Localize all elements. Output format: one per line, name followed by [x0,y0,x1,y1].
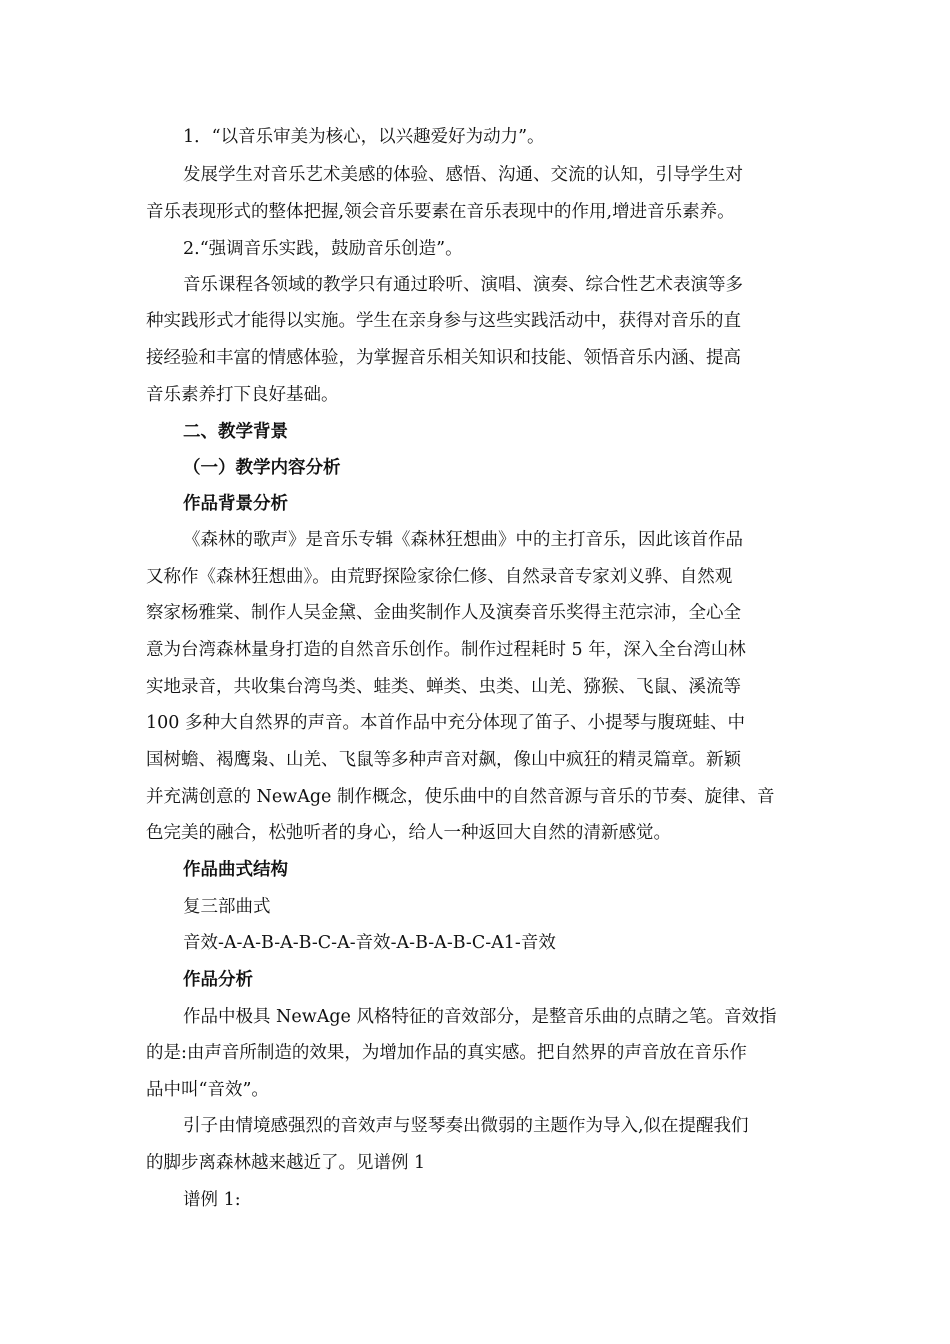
paragraph-line: 复三部曲式 [183,897,271,917]
paragraph-line: 国树蟾、褐鹰枭、山羌、飞鼠等多种声音对飙，像山中疯狂的精灵篇章。新颖 [146,750,741,770]
paragraph-line: 意为台湾森林量身打造的自然音乐创作。制作过程耗时 5 年，深入全台湾山林 [146,640,746,660]
paragraph-line: 音乐课程各领域的教学只有通过聆听、演唱、演奏、综合性艺术表演等多 [183,275,743,295]
paragraph-line: 实地录音，共收集台湾鸟类、蛙类、蝉类、虫类、山羌、猕猴、飞鼠、溪流等 [146,677,741,697]
paragraph-line: 品中叫“音效”。 [146,1080,269,1100]
paragraph-line: 种实践形式才能得以实施。学生在亲身参与这些实践活动中，获得对音乐的直 [146,311,741,331]
paragraph-line: 《森林的歌声》是音乐专辑《森林狂想曲》中的主打音乐，因此该首作品 [183,530,743,550]
paragraph-line: 色完美的融合，松弛听者的身心，给人一种返回大自然的清新感觉。 [146,823,671,843]
paragraph-line: 又称作《森林狂想曲》。由荒野探险家徐仁修、自然录音专家刘义骅、自然观 [146,567,733,587]
paragraph-line: 引子由情境感强烈的音效声与竖琴奏出微弱的主题作为导入,似在提醒我们 [183,1116,749,1136]
subheading: 作品分析 [183,970,253,990]
paragraph-line: 接经验和丰富的情感体验，为掌握音乐相关知识和技能、领悟音乐内涵、提高 [146,348,741,368]
form-structure-line: 音效-A-A-B-A-B-C-A-音效-A-B-A-B-C-A1-音效 [183,933,556,953]
section-heading: 二、教学背景 [183,422,288,442]
subsection-heading: （一）教学内容分析 [183,458,341,478]
paragraph-line: 音乐表现形式的整体把握,领会音乐要素在音乐表现中的作用,增进音乐素养。 [146,202,735,222]
paragraph-line: 的是:由声音所制造的效果，为增加作品的真实感。把自然界的声音放在音乐作 [146,1043,747,1063]
paragraph-line: 作品中极具 NewAge 风格特征的音效部分，是整音乐曲的点睛之笔。音效指 [183,1007,777,1027]
paragraph-line: 100 多种大自然界的声音。本首作品中充分体现了笛子、小提琴与腹斑蛙、中 [146,713,745,733]
paragraph-line: 音乐素养打下良好基础。 [146,385,339,405]
numbered-point-2: 2.“强调音乐实践，鼓励音乐创造”。 [183,239,463,259]
paragraph-line: 察家杨雅棠、制作人吴金黛、金曲奖制作人及演奏音乐奖得主范宗沛，全心全 [146,603,741,623]
subheading: 作品背景分析 [183,494,288,514]
numbered-point-1: 1．“以音乐审美为核心，以兴趣爱好为动力”。 [183,127,545,147]
paragraph-line: 的脚步离森林越来越近了。见谱例 1 [146,1153,426,1173]
subheading: 作品曲式结构 [183,860,288,880]
paragraph-line: 发展学生对音乐艺术美感的体验、感悟、沟通、交流的认知，引导学生对 [183,165,743,185]
paragraph-line: 并充满创意的 NewAge 制作概念，使乐曲中的自然音源与音乐的节奏、旋律、音 [146,787,775,807]
example-label: 谱例 1: [183,1190,241,1210]
